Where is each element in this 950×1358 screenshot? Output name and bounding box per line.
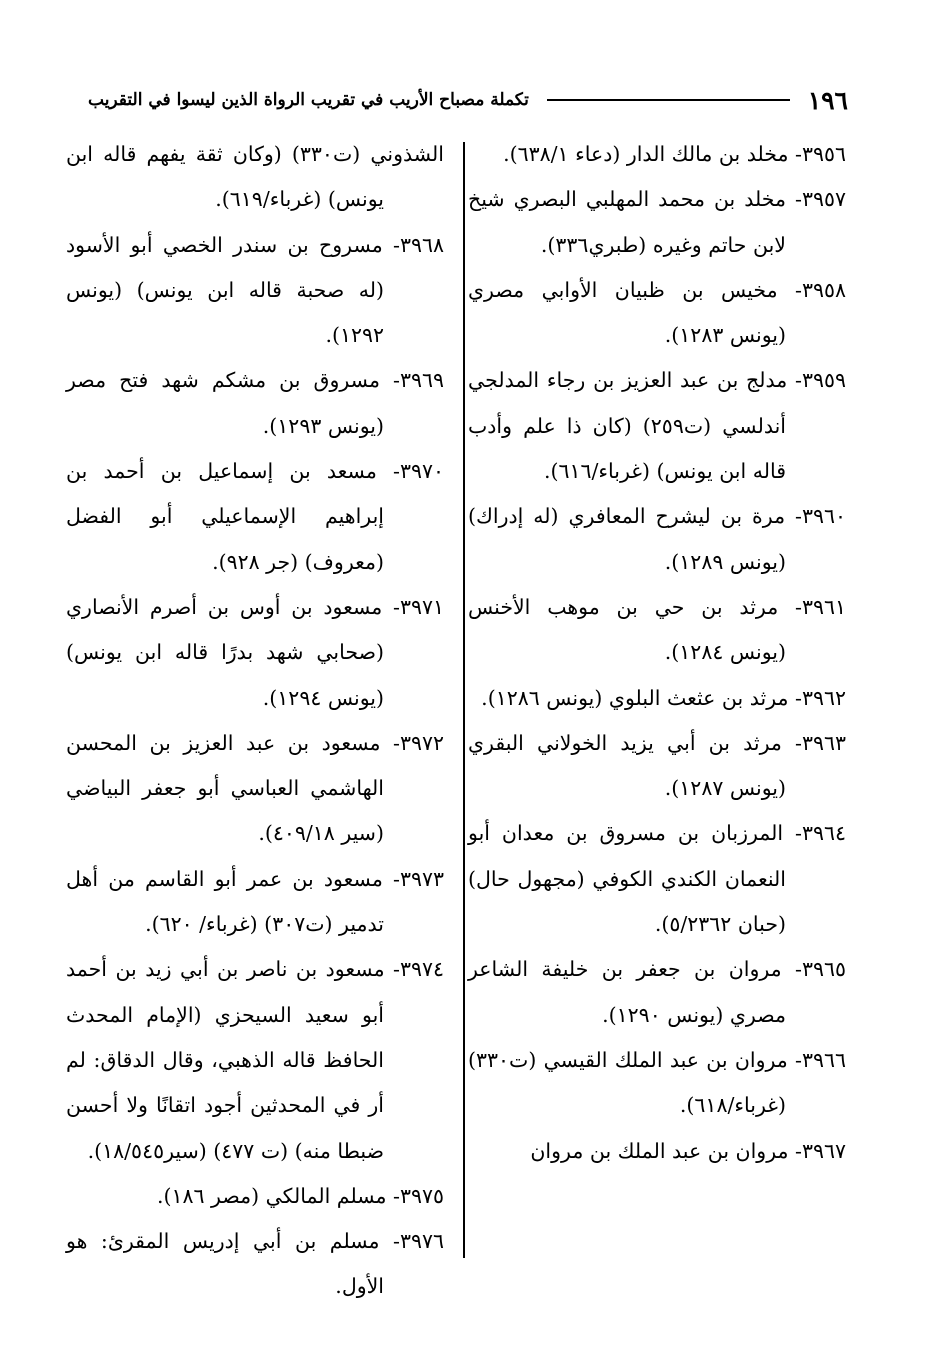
entry: ٣٩٥٩- مدلج بن عبد العزيز بن رجاء المدلجي أندلسي (ت٢٥٩) (كان ذا علم وأدب قاله ابن يونس) (غرباء/٦١٦). [468, 368, 846, 484]
right-column [468, 132, 846, 1174]
page-header [88, 82, 848, 118]
entry: ٣٩٧٥- مسلم المالكي (مصر ١٨٦). [156, 1183, 444, 1208]
entry: ٣٩٦٨- مسروح بن سندر الخصي أبو الأسود (له صحبة قاله ابن يونس) (يونس ١٢٩٢). [66, 232, 444, 348]
entry: ٣٩٧٤- مسعود بن ناصر بن أبي زيد بن أحمد أبو سعيد السيحزي (الإمام المحدث الحافظ قاله الذهبي، وقال الدقاق: لم أر في المحدثين أجود اتقانًا ولا أحسن ضبطا منه) (ت ٤٧٧) (سير١٨/٥٤٥). [66, 957, 444, 1163]
entry: ٣٩٦١- مرثد بن حي بن موهب الأخنس (يونس ١٢٨٤). [468, 594, 846, 665]
entry: ٣٩٧١- مسعود بن أوس بن أصرم الأنصاري (صحابي شهد بدرًا قاله ابن يونس) (يونس ١٢٩٤). [66, 594, 444, 710]
entry: ٣٩٦٠- مرة بن ليشرح المعافري (له إدراك) (يونس ١٢٨٩). [468, 504, 846, 574]
entry: ٣٩٦٥- مروان بن جعفر بن خليفة الشاعر مصري (يونس ١٢٩٠). [468, 957, 846, 1027]
entry: ٣٩٦٦- مروان بن عبد الملك القيسي (ت٣٣٠) (غرباء/٦١٨). [468, 1047, 846, 1118]
column-divider [463, 142, 465, 1258]
entry: ٣٩٧٦- مسلم بن أبي إدريس المقرئ: هو الأول. [66, 1229, 444, 1299]
entry: ٣٩٦٣- مرثد بن أبي يزيد الخولاني البقري (يونس ١٢٨٧). [468, 730, 846, 801]
entry: ٣٩٦٧- مروان بن عبد الملك بن مروان [530, 1138, 846, 1163]
entry: ٣٩٦٤- المرزبان بن مسروق بن معدان أبو النعمان الكندي الكوفي (مجهول حال) (حبان ٥/٢٣٦٢). [468, 821, 846, 937]
entry: ٣٩٦٩- مسروق بن مشكم شهد فتح مصر (يونس ١٢٩٣). [66, 368, 444, 438]
entry: ٣٩٧٠- مسعد بن إسماعيل بن أحمد بن إبراهيم الإسماعيلي أبو الفضل (معروف) (جر ٩٢٨). [66, 459, 444, 574]
entry: ٣٩٥٦- مخلد بن مالك الدار (دعاء ٦٣٨/١). [503, 142, 846, 166]
entry: ٣٩٧٢- مسعود بن عبد العزيز بن المحسن الهاشمي العباسي أبو جعفر البياضي (سير ٤٠٩/١٨). [66, 730, 444, 846]
running-title: تكملة مصباح الأريب في تقريب الرواة الذين ليسوا في التقريب [88, 90, 529, 110]
entry: ٣٩٥٨- مخيس بن ظبيان الأوابي مصري (يونس ١٢٨٣). [468, 277, 846, 348]
entry: ٣٩٥٧- مخلد بن محمد المهلبي البصري شيخ لابن حاتم وغيره (طبري٣٣٦). [468, 187, 846, 257]
header-rule [547, 99, 790, 101]
left-column [66, 132, 444, 1310]
entry: ٣٩٦٢- مرثد بن عثعث البلوي (يونس ١٢٨٦). [481, 685, 846, 710]
entry-continuation: الشذوني (ت٣٣٠) (وكان ثقة يفهم قاله ابن يونس) (غرباء/٦١٩). [66, 142, 444, 212]
entry: ٣٩٧٣- مسعود بن عمر أبو القاسم من أهل تدمير (ت٣٠٧) (غرباء/ ٦٢٠). [66, 866, 444, 937]
page-number: ١٩٦ [807, 85, 848, 115]
